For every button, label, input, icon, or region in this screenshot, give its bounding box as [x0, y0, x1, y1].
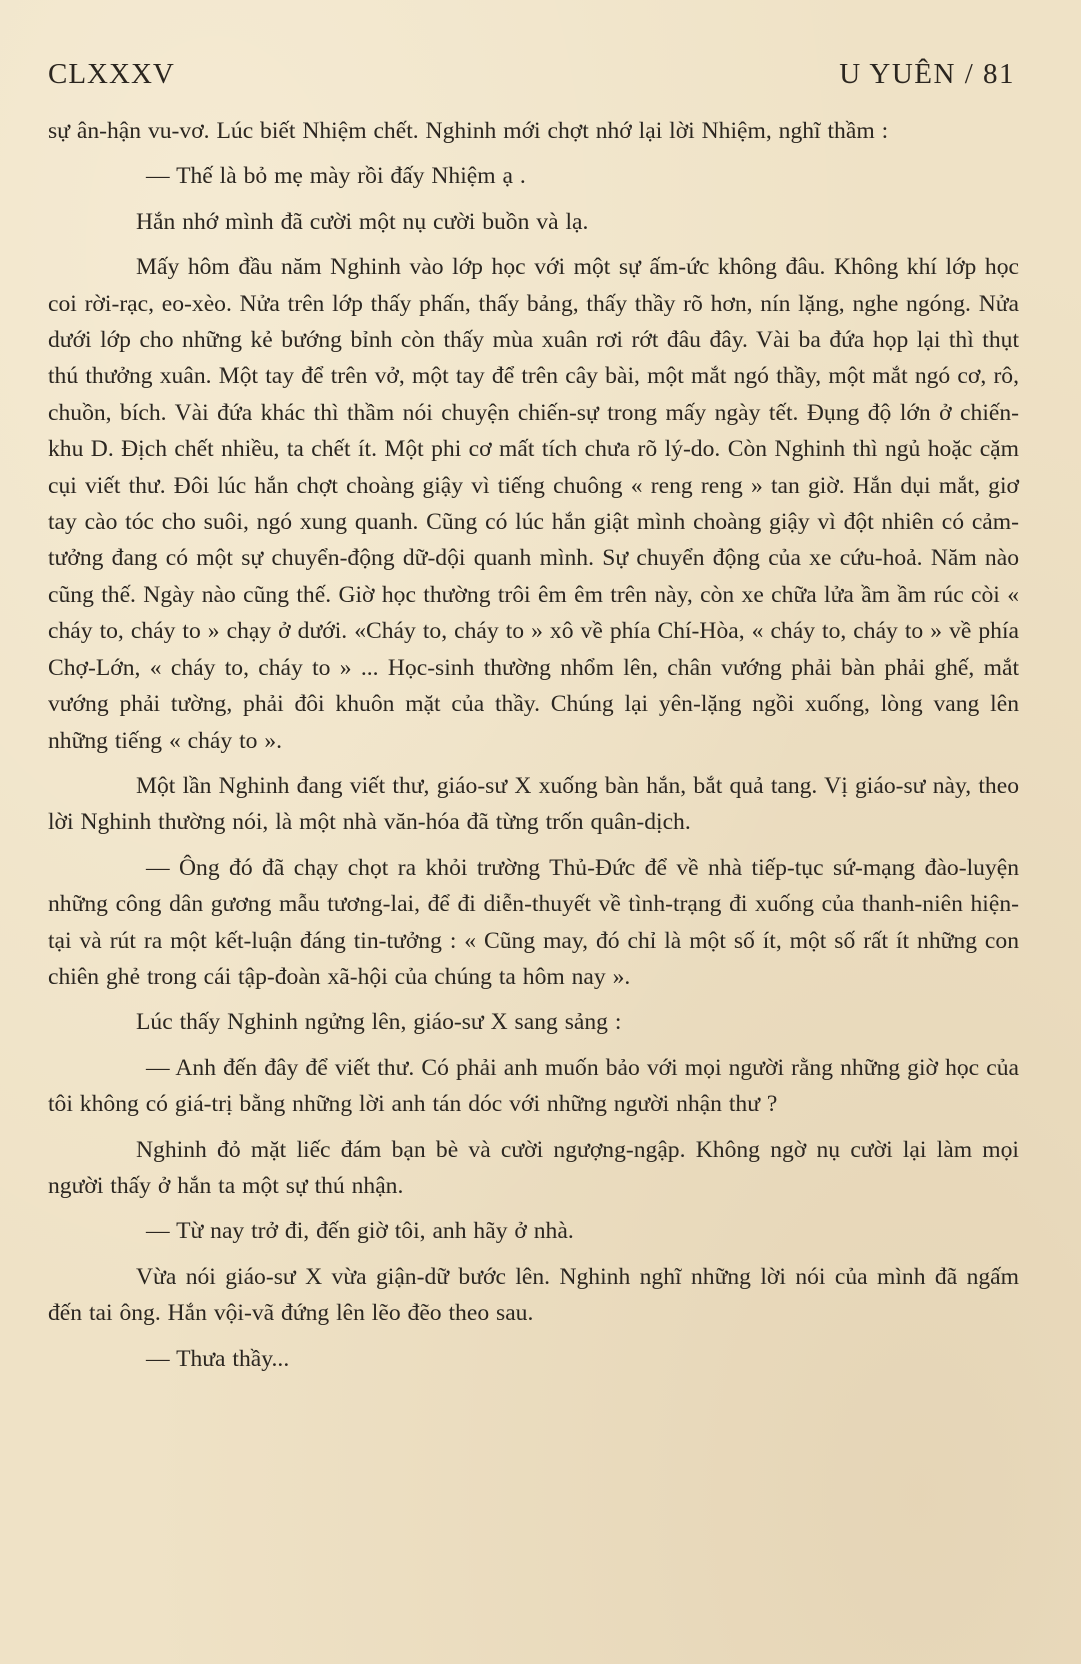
- paragraph: Hắn nhớ mình đã cười một nụ cười buồn và lạ.: [136, 208, 589, 235]
- dialogue-paragraph: — Thưa thầy...: [146, 1345, 290, 1372]
- title-and-page-number: U YUÊN / 81: [839, 58, 1015, 90]
- paragraph: Vừa nói giáo-sư X vừa giận-dữ bước lên. Nghinh nghĩ những lời nói của mình đã ngấm đến tai ông. Hắn vội-vã đứng lên lẽo đẽo theo sau.: [48, 1263, 1019, 1327]
- paragraph: Một lần Nghinh đang viết thư, giáo-sư X xuống bàn hắn, bắt quả tang. Vị giáo-sư này, theo lời Nghinh thường nói, là một nhà văn-hóa đã từng trốn quân-dịch.: [48, 772, 1019, 836]
- paragraph: Lúc thấy Nghinh ngửng lên, giáo-sư X sang sảng :: [136, 1009, 622, 1036]
- running-head: [48, 58, 1019, 91]
- dialogue-paragraph: — Từ nay trở đi, đến giờ tôi, anh hãy ở nhà.: [146, 1218, 574, 1245]
- dialogue-paragraph: — Thế là bỏ mẹ mày rồi đấy Nhiệm ạ .: [146, 163, 526, 190]
- paragraph: Mấy hôm đầu năm Nghinh vào lớp học với một sự ấm-ức không đâu. Không khí lớp học coi rời-rạc, eo-xèo. Nửa trên lớp thấy phấn, thấy bảng, thấy thầy rõ hơn, nín lặng, nghe ngóng. Nửa dưới lớp cho những kẻ bướng bỉnh còn thấy mùa xuân rơi rớt đâu đây. Vài ba đứa họp lại thì thụt thú thưởng xuân. Một tay để trên vở, một tay để trên cây bài, một mắt ngó thầy, một mắt ngó cơ, rô, chuồn, bích. Vài đứa khác thì thầm nói chuyện chiến-sự trong mấy ngày tết. Đụng độ lớn ở chiến-khu D. Địch chết nhiều, ta chết ít. Một phi cơ mất tích chưa rõ lý-do. Còn Nghinh thì ngủ hoặc cặm cụi viết thư. Đôi lúc hắn chợt choàng giậy vì tiếng chuông « reng reng » tan giờ. Hắn dụi mắt, giơ tay cào tóc cho suôi, ngó xung quanh. Cũng có lúc hắn giật mình choàng giậy vì đột nhiên có cảm-tưởng đang có một sự chuyển-động dữ-dội quanh mình. Sự chuyển động của xe cứu-hoả. Năm nào cũng thế. Ngày nào cũng thế. Giờ học thường trôi êm êm trên này, còn xe chữa lửa ầm ầm rúc còi « cháy to, cháy to » chạy ở dưới. «Cháy to, cháy to » xô về phía Chí-Hòa, « cháy to, cháy to » về phía Chợ-Lớn, « cháy to, cháy to » ... Học-sinh thường nhổm lên, chân vướng phải bàn phải ghế, mắt vướng phải tường, phải đôi khuôn mặt của thầy. Chúng lại yên-lặng ngồi xuống, lòng vang lên những tiếng « cháy to ».: [48, 254, 1019, 754]
- dialogue-paragraph: — Anh đến đây để viết thư. Có phải anh muốn bảo với mọi người rằng những giờ học của tôi không có giá-trị bằng những lời anh tán dóc với những người nhận thư ?: [48, 1054, 1019, 1118]
- chapter-number: CLXXXV: [48, 58, 175, 90]
- paragraph: Nghinh đỏ mặt liếc đám bạn bè và cười ngượng-ngập. Không ngờ nụ cười lại làm mọi người thấy ở hắn ta một sự thú nhận.: [48, 1136, 1019, 1199]
- dialogue-paragraph: — Ông đó đã chạy chọt ra khỏi trường Thủ-Đức để về nhà tiếp-tục sứ-mạng đào-luyện những công dân gương mẫu tương-lai, để đi diễn-thuyết về tình-trạng đi xuống của thanh-niên hiện-tại và rút ra một kết-luận đáng tin-tưởng : « Cũng may, đó chỉ là một số ít, một số rất ít những con chiên ghẻ trong cái tập-đoàn xã-hội của chúng ta hôm nay ».: [48, 854, 1019, 990]
- body-text: [48, 113, 1019, 1377]
- paragraph-continuation: sự ân-hận vu-vơ. Lúc biết Nhiệm chết. Nghinh mới chợt nhớ lại lời Nhiệm, nghĩ thầm :: [48, 118, 889, 144]
